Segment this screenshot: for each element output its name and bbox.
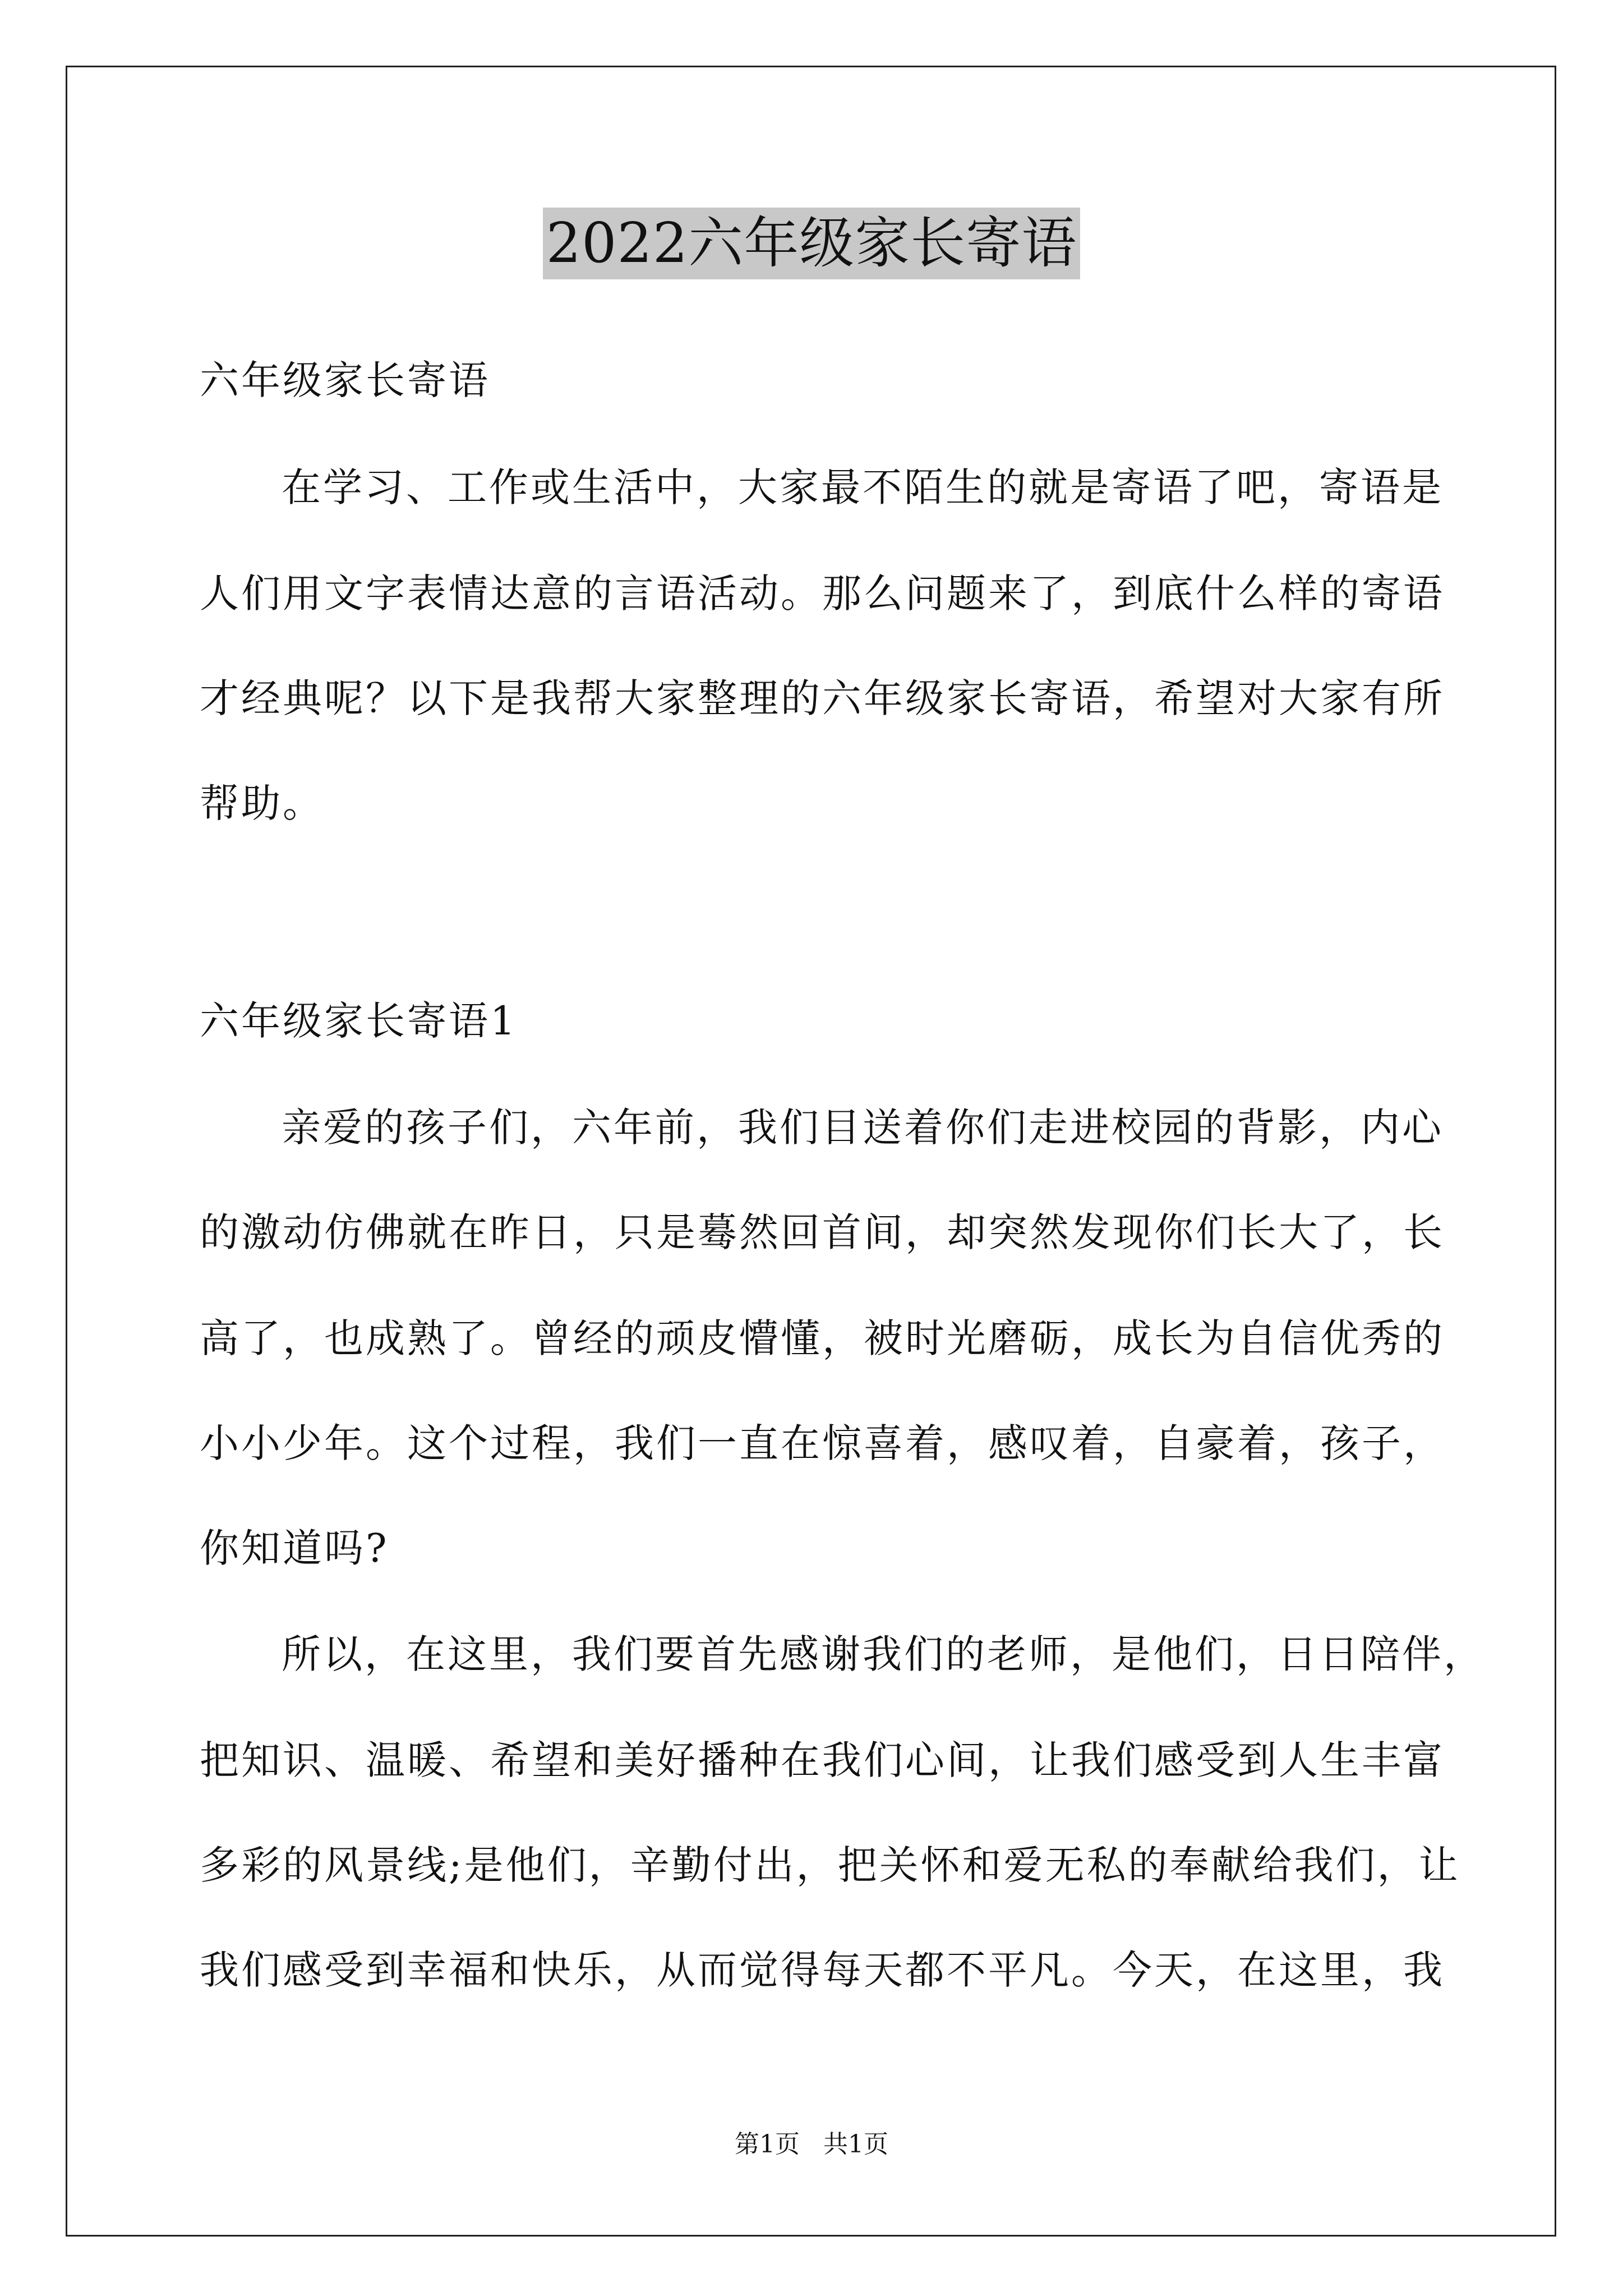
page-number: 第1页 xyxy=(735,2130,800,2159)
page-footer xyxy=(0,2129,1623,2160)
section-heading: 六年级家长寄语 xyxy=(200,357,490,403)
paragraph-line: 的激动仿佛就在昨日，只是蓦然回首间，却突然发现你们长大了，长 xyxy=(200,1209,1445,1255)
page-total: 共1页 xyxy=(823,2130,888,2159)
paragraph-line: 多彩的风景线;是他们，辛勤付出，把关怀和爱无私的奉献给我们，让 xyxy=(200,1842,1460,1888)
paragraph-line: 才经典呢？以下是我帮大家整理的六年级家长寄语，希望对大家有所 xyxy=(200,675,1445,721)
title-wrap xyxy=(0,208,1623,279)
paragraph-line: 亲爱的孩子们，六年前，我们目送着你们走进校园的背影，内心 xyxy=(282,1105,1444,1151)
paragraph-line: 你知道吗? xyxy=(200,1525,389,1571)
section-heading: 六年级家长寄语1 xyxy=(200,998,518,1044)
paragraph-line: 把知识、温暖、希望和美好播种在我们心间，让我们感受到人生丰富 xyxy=(200,1737,1445,1783)
paragraph-line: 人们用文字表情达意的言语活动。那么问题来了，到底什么样的寄语 xyxy=(200,570,1445,616)
document-title: 2022六年级家长寄语 xyxy=(543,208,1080,279)
paragraph-line: 所以，在这里，我们要首先感谢我们的老师，是他们，日日陪伴， xyxy=(282,1631,1485,1677)
paragraph-line: 我们感受到幸福和快乐，从而觉得每天都不平凡。今天，在这里，我 xyxy=(200,1947,1445,1993)
paragraph-line: 高了，也成熟了。曾经的顽皮懵懂，被时光磨砺，成长为自信优秀的 xyxy=(200,1315,1445,1361)
paragraph-line: 小小少年。这个过程，我们一直在惊喜着，感叹着，自豪着，孩子， xyxy=(200,1420,1445,1466)
paragraph-line: 在学习、工作或生活中，大家最不陌生的就是寄语了吧，寄语是 xyxy=(282,464,1444,510)
paragraph-line: 帮助。 xyxy=(200,780,324,826)
